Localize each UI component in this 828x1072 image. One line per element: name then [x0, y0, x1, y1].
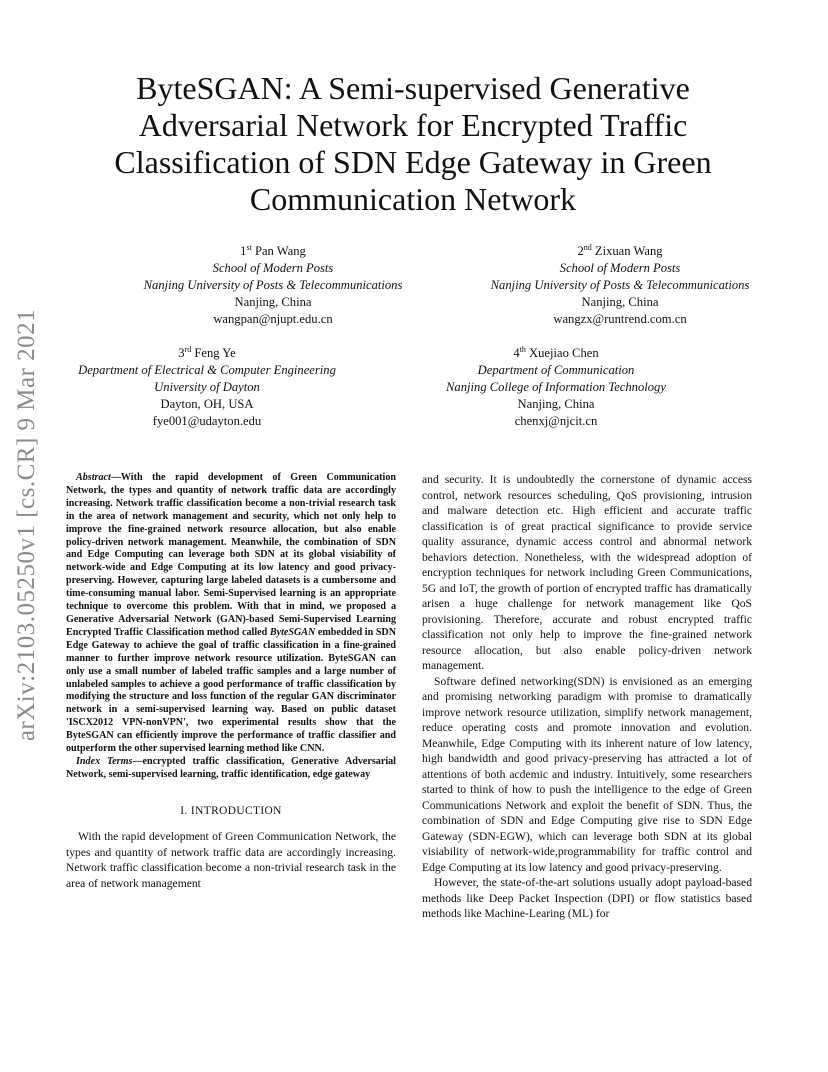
intro-paragraph-continued: and security. It is undoubtedly the cornerstone of dynamic access control, network resources scheduling, QoS provisioning, intrusion and malware detection etc. High efficient and accurate traffic classification is of great practical significance to provide service quality assurance, dynamic access control and abnormal network behaviors detection. Nonetheless, with the widespread adoption of encryption techniques for network including Green Communications, 5G and IoT, the growth of portion of encrypted traffic has dramatically arisen a huge challenge for network management like QoS provisioning. Therefore, accurate and robust encrypted traffic classification not only help to improve the fine-grained network resource allocation, but also enable policy-driven network management. [422, 473, 752, 672]
index-terms [66, 756, 396, 782]
abstract [66, 472, 396, 756]
intro-paragraph-sdn: Software defined networking(SDN) is envisioned as an emerging and promising networking paradigm with promise to dramatically improve network resource utilization, simplify network management, reduce operating costs and promote innovation and evolution. Meanwhile, Edge Computing with its inherent nature of low latency, high bandwidth and good privacy-preserving has attracted a lot of attentions of both acdemic and industry. Intuitively, some researchers started to think of how to push the intelligence to the edge of Green Communications Network and exploit the benefit of SDN. Thus, the combination of SDN and Edge Computing give rise to SDN Edge Gateway (SDN-EGW), which can leverage both SDN at its global visiability of network-wide,programmability for traffic control and Edge Computing at its low latency and good privacy-preserving. [422, 674, 752, 874]
abstract-method-name: ByteSGAN [269, 626, 316, 638]
paper-title: ByteSGAN: A Semi-supervised Generative Adversarial Network for Encrypted Traffic Classification of SDN Edge Gateway in Green Communication Network [114, 70, 712, 217]
author-block-2 [450, 239, 790, 328]
abstract-heading: Abstract [76, 472, 111, 483]
author-organization: Nanjing University of Posts & Telecommunications [143, 278, 403, 293]
author-ordinal: 1 [240, 244, 247, 259]
author-email: fye001@udayton.edu [152, 414, 262, 429]
author-location: Nanjing, China [581, 295, 659, 310]
arxiv-identifier: arXiv:2103.05250v1 [cs.CR] 9 Mar 2021 [13, 308, 40, 742]
author-block-1 [103, 239, 443, 328]
author-ordinal: 3 [178, 346, 185, 361]
abstract-text-part-2: embedded in SDN Edge Gateway to achieve the goal of traffic classification in a fine-grained manner to further improve network resource utilization. ByteSGAN can only use a small number of labeled traffic samples and a large number of unlabeled samples to achieve a good performance of traffic classification by modifying the structure and loss function of the regular GAN discriminator network in a semi-supervised learning way. Based on public dataset 'ISCX2012 VPN-nonVPN', two experimental results show that the ByteSGAN can efficiently improve the performance of traffic classifier and outperform the other supervised learning method like CNN. [66, 626, 397, 755]
intro-paragraph-state-of-art: However, the state-of-the-art solutions usually adopt payload-based methods like Deep Packet Inspection (DPI) or flow statistics based methods like Machine-Learing (ML) for [422, 876, 752, 920]
author-department: School of Modern Posts [559, 261, 681, 276]
left-column [66, 472, 396, 891]
author-location: Dayton, OH, USA [160, 397, 254, 412]
author-name: Zixuan Wang [594, 244, 663, 259]
abstract-text-part-1: —With the rapid development of Green Communication Network, the types and quantity of network traffic data are accordingly increasing. Network traffic classification become a non-trivial research task in the area of network management and security, which not only help to improve the fine-grained network resource allocation, but also enable policy-driven network management. Meanwhile, the combination of SDN and Edge Computing can leverage both SDN at its global visiability of network-wide and Edge Computing at its low latency and good privacy-preserving. However, capturing large labeled datasets is a cumbersome and time-consuming manual labor. Semi-Supervised learning is an appropriate technique to overcome this problem. With that in mind, we proposed a Generative Adversarial Network (GAN)-based Semi-Supervised Learning Encrypted Traffic Classification method called [66, 472, 396, 638]
author-name: Xuejiao Chen [529, 346, 599, 361]
author-organization: Nanjing University of Posts & Telecommunications [490, 278, 750, 293]
author-ordinal: 2 [577, 244, 584, 259]
author-email: wangzx@runtrend.com.cn [553, 312, 687, 327]
author-ordinal-suffix: rd [184, 345, 192, 354]
author-block-3 [37, 341, 377, 430]
author-ordinal-suffix: nd [583, 243, 592, 252]
index-terms-text: —encrypted traffic classification, Generative Adversarial Network, semi-supervised learning, traffic identification, edge gateway [66, 755, 396, 780]
author-location: Nanjing, China [234, 295, 312, 310]
author-location: Nanjing, China [517, 397, 595, 412]
intro-paragraph-1: With the rapid development of Green Communication Network, the types and quantity of network traffic data are accordingly increasing. Network traffic classification become a non-trivial research task in the area of network management [66, 830, 396, 890]
section-heading-introduction: I. INTRODUCTION [180, 804, 282, 817]
author-email: wangpan@njupt.edu.cn [213, 312, 333, 327]
author-department: Department of Communication [477, 363, 635, 378]
author-department: Department of Electrical & Computer Engineering [78, 363, 336, 378]
author-email: chenxj@njcit.cn [514, 414, 598, 429]
author-block-4 [386, 341, 726, 430]
author-ordinal-suffix: th [519, 345, 526, 354]
index-terms-heading: Index Terms [76, 755, 133, 767]
author-organization: University of Dayton [154, 380, 260, 395]
author-department: School of Modern Posts [212, 261, 334, 276]
right-column [422, 472, 752, 922]
author-organization: Nanjing College of Information Technology [446, 380, 666, 395]
author-ordinal: 4 [513, 346, 520, 361]
author-ordinal-suffix: st [246, 243, 252, 252]
author-name: Feng Ye [194, 346, 236, 361]
author-name: Pan Wang [254, 244, 306, 259]
